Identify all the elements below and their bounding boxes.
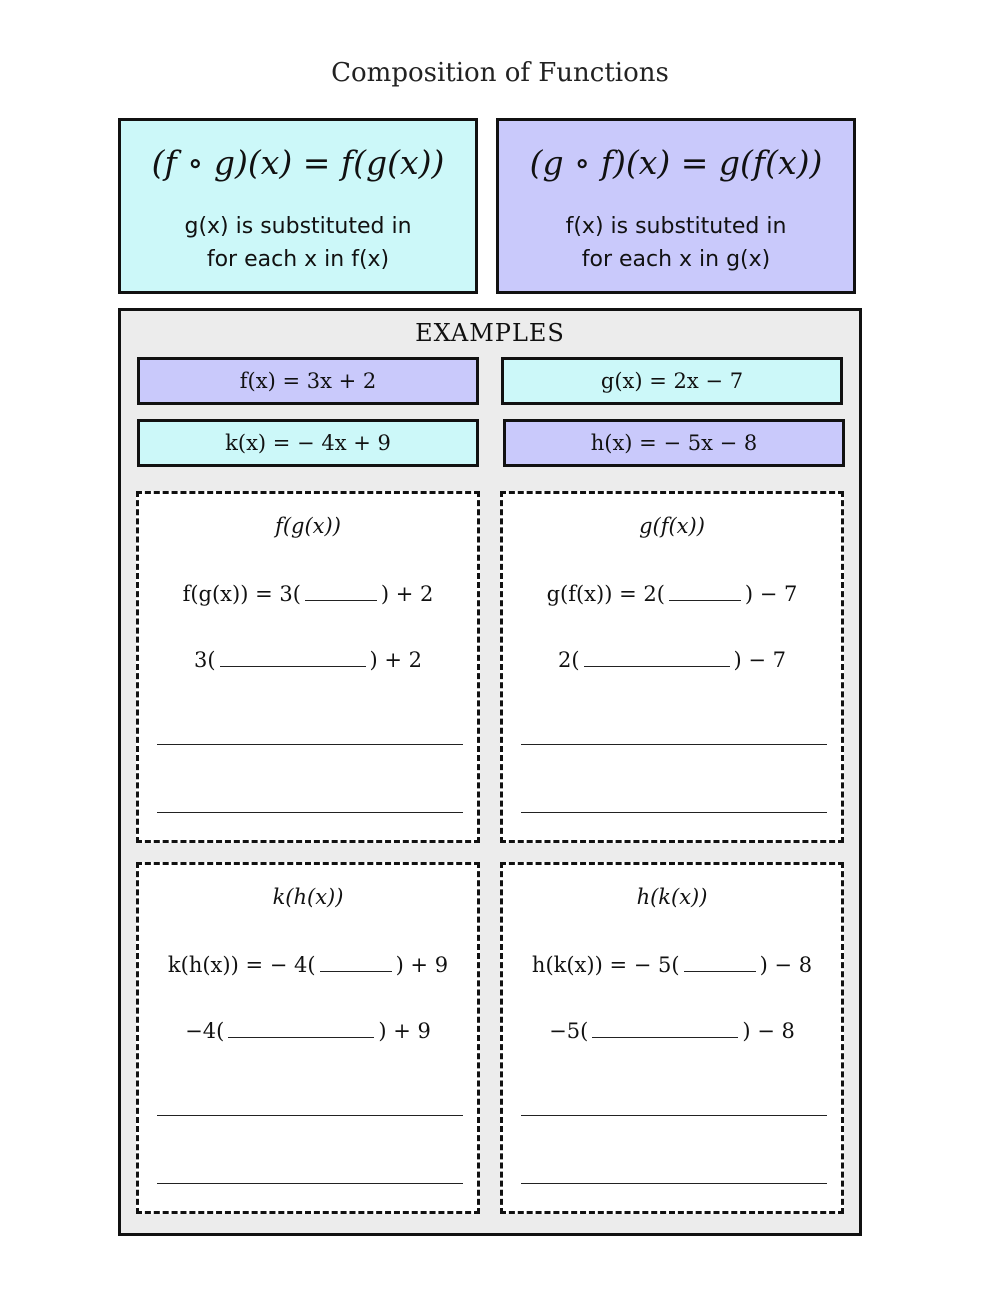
definition-description [121,210,475,276]
step-text: k(h(x)) = − 4( [167,953,316,977]
answer-line[interactable] [157,744,463,745]
step-text: ) + 9 [378,1019,431,1043]
substitution-step [503,582,841,606]
work-area-f-of-g [136,491,480,843]
answer-line[interactable] [521,1183,827,1184]
work-area-h-of-k [500,862,844,1214]
definition-description [499,210,853,276]
definition-desc-line: for each x in g(x) [581,247,771,272]
function-h-box: h(x) = − 5x − 8 [503,419,845,467]
substitution-step [139,582,477,606]
answer-blank[interactable] [669,582,741,601]
function-k-box: k(x) = − 4x + 9 [137,419,479,467]
answer-line[interactable] [521,812,827,813]
simplify-step [139,648,477,672]
step-text: ) − 7 [733,648,787,672]
simplify-step [503,648,841,672]
examples-panel [118,308,862,1236]
step-text: h(k(x)) = − 5( [531,953,680,977]
problem-heading: h(k(x)) [636,885,708,909]
answer-blank[interactable] [228,1019,374,1038]
simplify-step [139,1019,477,1043]
step-text: 3( [193,648,216,672]
problem-heading: g(f(x)) [639,514,705,538]
answer-line[interactable] [157,1115,463,1116]
step-text: ) + 2 [369,648,423,672]
step-text: ) + 9 [395,953,449,977]
step-text: ) − 8 [759,953,813,977]
page-title: Composition of Functions [331,58,669,88]
answer-blank[interactable] [584,648,730,667]
definition-formula: (f ∘ g)(x) = f(g(x)) [151,143,445,182]
answer-line[interactable] [521,1115,827,1116]
examples-heading: EXAMPLES [415,319,565,347]
function-g-box: g(x) = 2x − 7 [501,357,843,405]
substitution-step [503,953,841,977]
problem-heading: k(h(x)) [272,885,344,909]
substitution-step [139,953,477,977]
definition-box-g-of-f [496,118,856,294]
work-area-k-of-h [136,862,480,1214]
definition-formula: (g ∘ f)(x) = g(f(x)) [529,143,823,182]
step-text: −5( [549,1019,589,1043]
step-text: 2( [557,648,580,672]
answer-line[interactable] [521,744,827,745]
definition-desc-line: g(x) is substituted in [184,214,412,239]
answer-blank[interactable] [684,953,756,972]
answer-line[interactable] [157,1183,463,1184]
answer-blank[interactable] [320,953,392,972]
function-f-box: f(x) = 3x + 2 [137,357,479,405]
step-text: ) + 2 [380,582,434,606]
simplify-step [503,1019,841,1043]
definition-box-f-of-g [118,118,478,294]
step-text: g(f(x)) = 2( [546,582,665,606]
answer-line[interactable] [157,812,463,813]
work-area-g-of-f [500,491,844,843]
step-text: f(g(x)) = 3( [182,582,301,606]
problem-heading: f(g(x)) [275,514,341,538]
answer-blank[interactable] [220,648,366,667]
answer-blank[interactable] [305,582,377,601]
definition-desc-line: for each x in f(x) [206,247,390,272]
step-text: ) − 8 [742,1019,795,1043]
definition-desc-line: f(x) is substituted in [565,214,787,239]
answer-blank[interactable] [592,1019,738,1038]
step-text: −4( [185,1019,225,1043]
step-text: ) − 7 [744,582,798,606]
